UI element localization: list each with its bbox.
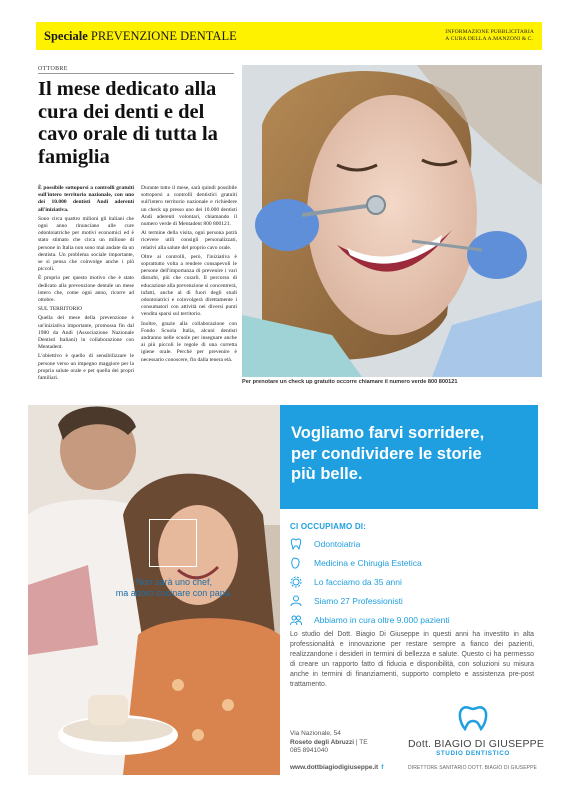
article-paragraph: È proprio per questo motivo che è stato dedicato alla prevenzione dentale un mese intero che, come ogni anno, ricorre ad ottobre. <box>38 275 134 304</box>
studio-logo: Dott. BIAGIO DI GIUSEPPE STUDIO DENTISTICO <box>408 705 538 757</box>
dentist-photo <box>242 65 542 377</box>
article-column-2 <box>141 185 237 366</box>
dental-ad <box>28 405 545 775</box>
feature-odontoiatria: Odontoiatria <box>290 538 530 550</box>
slogan-banner <box>280 405 538 509</box>
tooth-logo-icon <box>456 705 490 733</box>
article-headline: Il mese dedicato alla cura dei denti e del cavo orale di tutta la famiglia <box>38 78 218 168</box>
services-heading: CI OCCUPIAMO DI: <box>290 522 367 531</box>
article-paragraph: Al termine della visita, ogni persona potrà ricevere utili consigli personalizzati, relativi alla salute del proprio cavo orale. <box>141 230 237 251</box>
photo-caption: Per prenotare un check up gratuito occorre chiamare il numero verde 800 800121 <box>242 379 458 385</box>
feature-medicina: Medicina e Chirugia Estetica <box>290 557 530 569</box>
director-note: DIRETTORE SANITARIO DOTT. BIAGIO DI GIUSEPPE <box>408 765 537 771</box>
feature-professionisti: Siamo 27 Professionisti <box>290 595 530 607</box>
section-label: OTTOBRE <box>38 66 68 72</box>
article-paragraph: L'obiettivo è quello di sensibilizzare le persone verso un impegno maggiore per la propria salute orale e per quella dei propri familiari. <box>38 353 134 382</box>
article-paragraph: SUL TERRITORIO <box>38 306 83 313</box>
article-paragraph: Oltre ai controlli, però, l'iniziativa è soprattutto volta a rendere consapevoli le persone dell'importanza di prevenire i vari disturbi, più che curarli. Il percorso di educazione alla prevenzione si concentrerà, infatti, anche al di fuori degli studi odontoiatrici e coinvolgerà direttamente i consumatori con attività nei diversi punti vendita sparsi sul territorio. <box>141 253 237 318</box>
person-icon <box>290 595 302 607</box>
article-column-1 <box>38 185 134 384</box>
header-title: Speciale PREVENZIONE DENTALE <box>44 28 237 43</box>
studio-address: Via Nazionale, 54 Roseto degli Abruzzi | TE 085 8941040 <box>290 730 368 754</box>
face-icon <box>290 557 302 569</box>
article-paragraph: Durante tutto il mese, sarà quindi possibile sottoporsi a controlli dentistici gratuiti sull'intero territorio nazionale e richiedere un check up presso uno dei 10.000 dentisti Andi aderenti volontari, chiamando il numero verde di Mentadent 800 800121. <box>141 185 237 228</box>
focus-frame <box>149 519 197 567</box>
people-icon <box>290 614 302 626</box>
dentist-photo-illustration <box>242 65 542 377</box>
facebook-icon[interactable]: f <box>381 764 384 771</box>
header-info: INFORMAZIONE PUBBLICITARIA A CURA DELLA A.MANZONI & C. <box>445 29 534 42</box>
studio-website[interactable]: www.dottbiagiodigiuseppe.it f <box>290 764 384 771</box>
article-paragraph: Quella del mese della prevenzione è un'iniziativa importante, promossa fin dal 1980 da Andi (Associazione Nazionale Dentisti Italiani) in collaborazione con Mentadent. <box>38 315 134 351</box>
chef-caption: Non sarà uno chef, ma adoro cucinare con papà. <box>115 577 233 598</box>
tooth-icon <box>290 538 302 550</box>
gear-icon <box>290 576 302 588</box>
studio-description: Lo studio del Dott. Biagio Di Giuseppe in questi anni ha investito in alta professionalità e innovazione per restare sempre a fianco dei pazienti, realizzandone i desideri in termini di bellezza e salute. Questo ci ha permesso di creare un rapporto fatto di fiducia e disponibilità, con soluzioni su misura anche in termini di finanziamenti, supporto completo e assistenza pre-post trattamento. <box>290 631 534 688</box>
divider <box>38 73 234 74</box>
feature-anni: Lo facciamo da 35 anni <box>290 576 530 588</box>
article-paragraph: È possibile sottoporsi a controlli gratuiti sull'intero territorio nazionale, con uno dei 10.000 dentisti Andi aderenti all'iniziativa. <box>38 185 134 213</box>
header-band <box>36 22 542 50</box>
article-paragraph: Inoltre, grazie alla collaborazione con Fondo Scuola Italia, alcuni dentisti andranno nelle scuole per insegnare anche ai più piccoli le regole di una corretta igiene orale. Perché per prevenire è necessario conoscere, fin dalla tenera età. <box>141 320 237 363</box>
article-paragraph: Sono circa quattro milioni gli italiani che ogni anno rinunciano alle cure odontoiatriche per motivi economici ed è stato stimato che circa un milione di persone in Italia non sono mai andate da un dentista. Un problema sociale importante, se si pensa che coinvolge anche i più piccoli. <box>38 215 134 273</box>
slogan-text: Vogliamo farvi sorridere, per condividere le storie più belle. <box>291 424 485 483</box>
feature-pazienti: Abbiamo in cura oltre 9.000 pazienti <box>290 614 530 626</box>
